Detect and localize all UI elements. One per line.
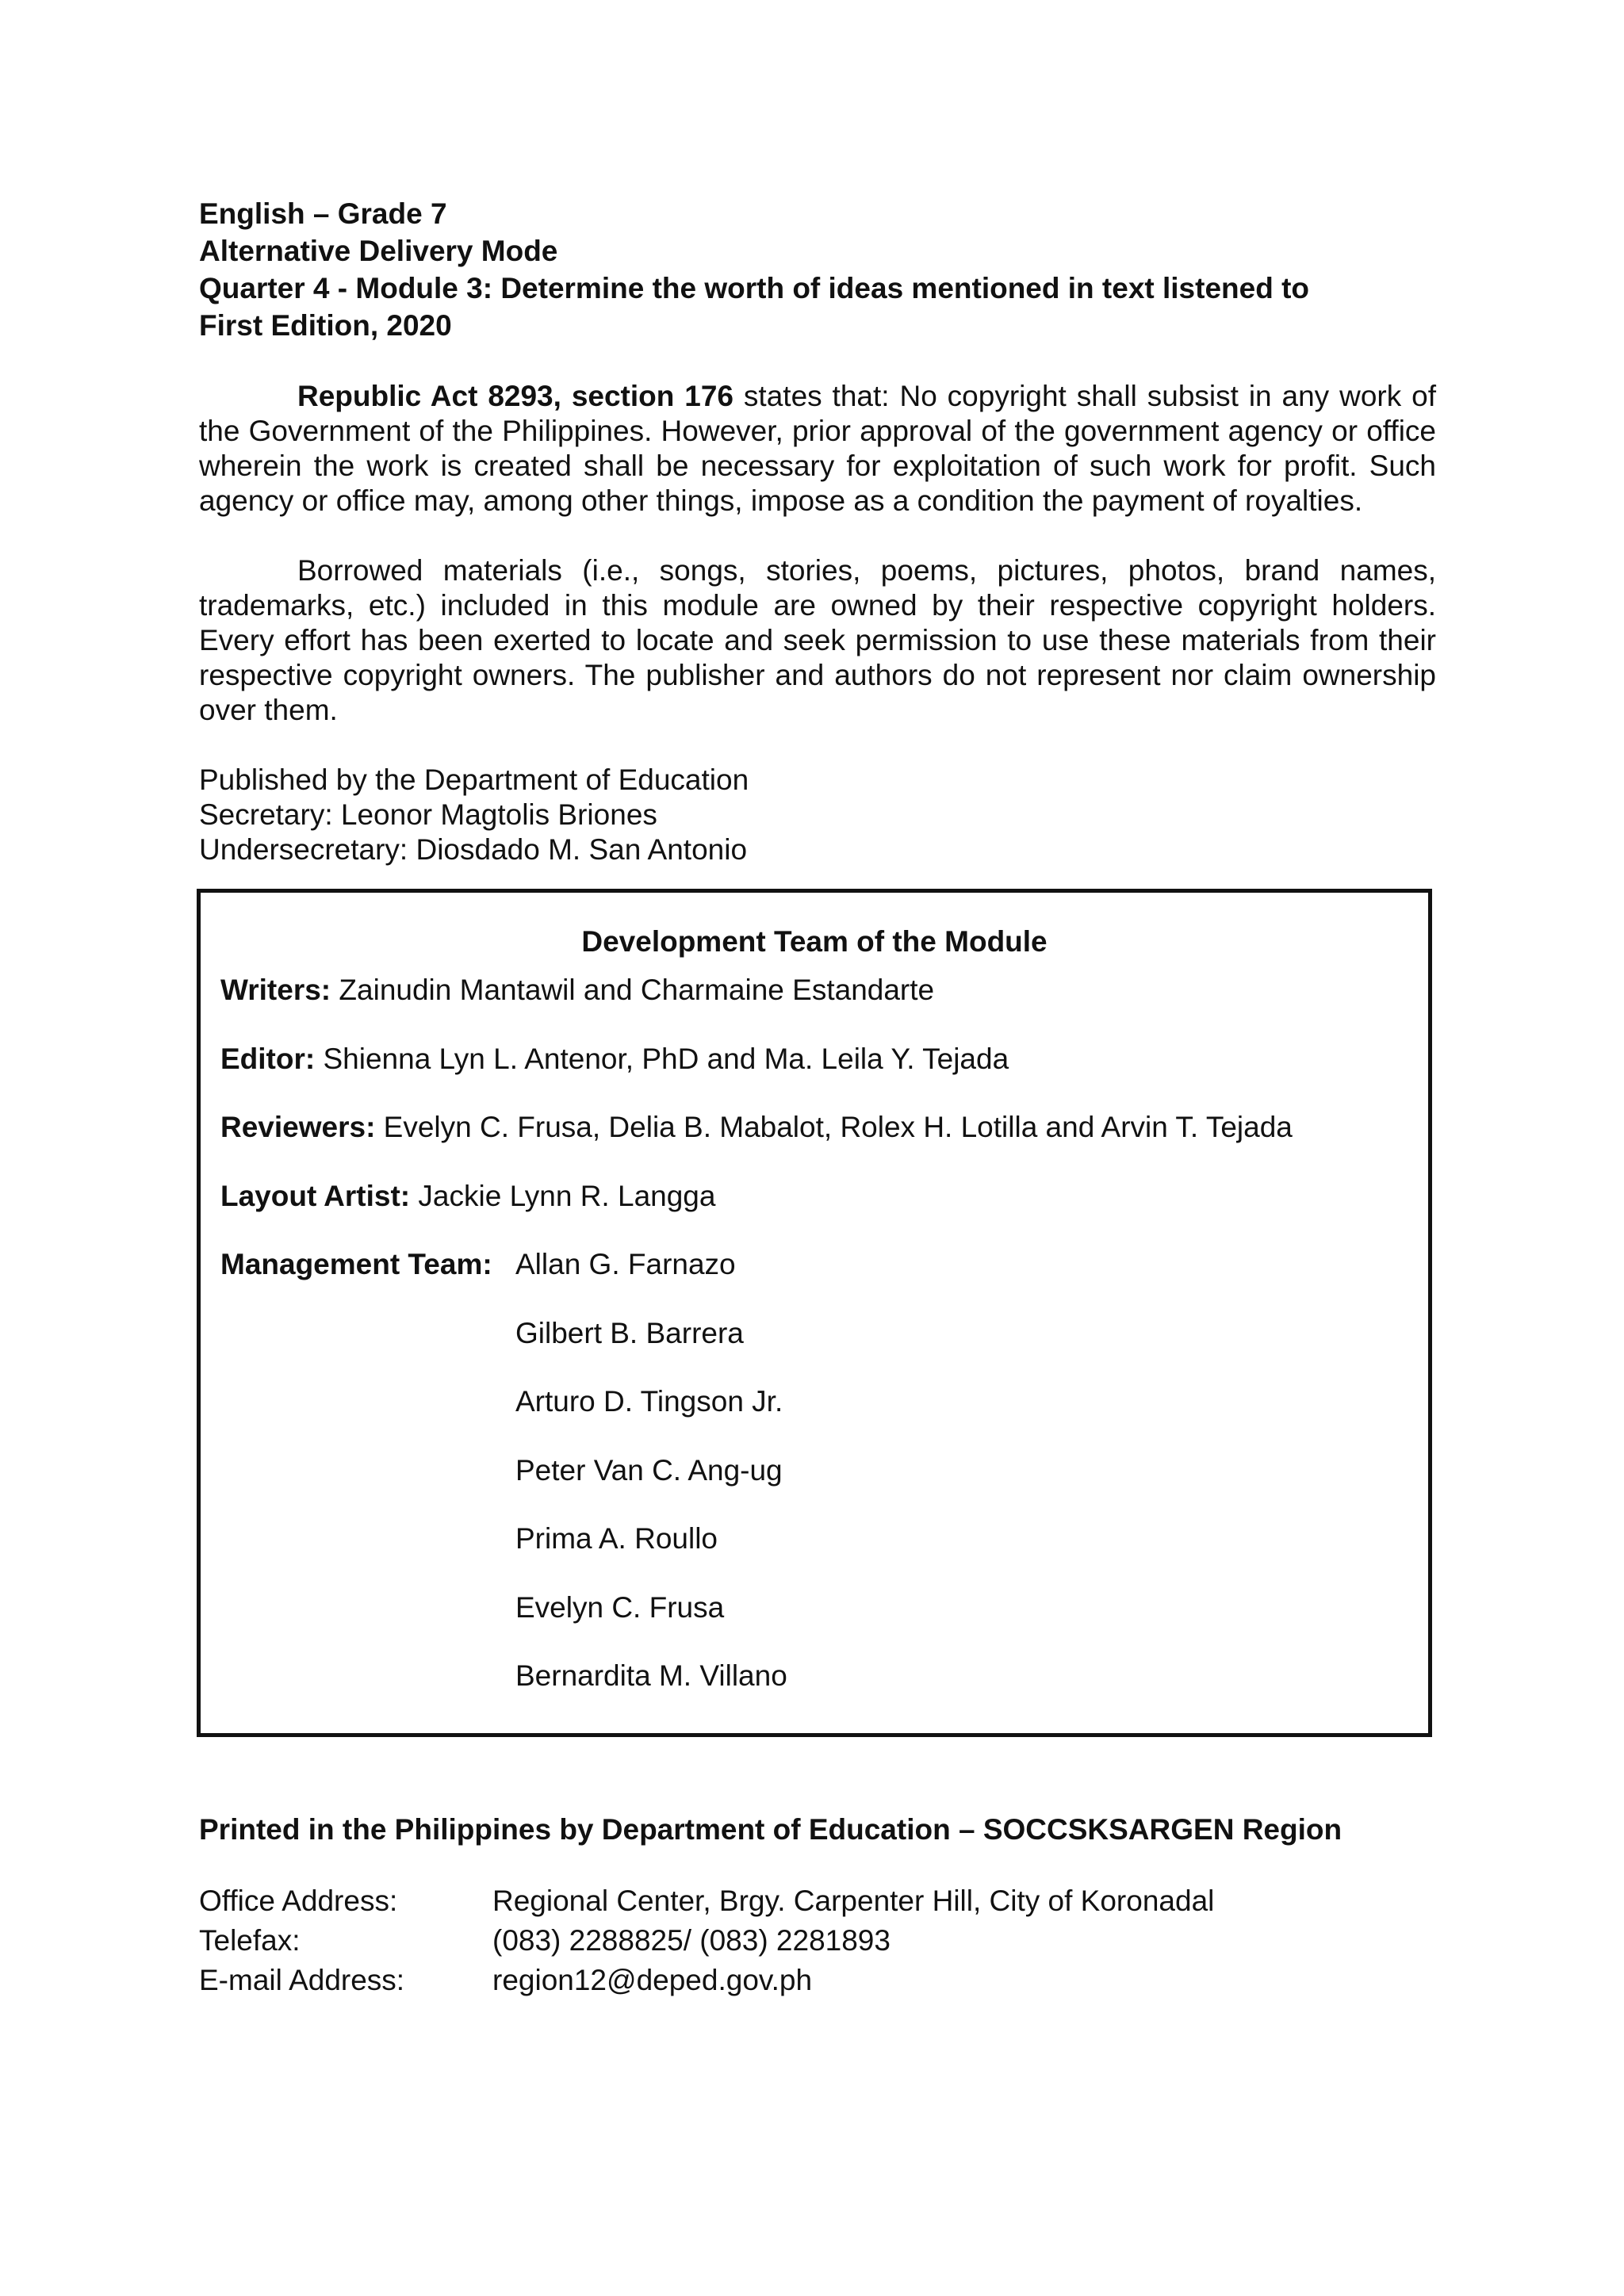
republic-act-reference: Republic Act 8293, section 176 [297, 380, 734, 412]
email-label: E-mail Address: [199, 1964, 405, 1996]
telefax-row [199, 1923, 891, 1958]
delivery-mode: Alternative Delivery Mode [199, 235, 558, 267]
reviewers-names: Evelyn C. Frusa, Delia B. Mabalot, Rolex H. Lotilla and Arvin T. Tejada [375, 1111, 1293, 1143]
module-title: Quarter 4 - Module 3: Determine the worth of ideas mentioned in text listened to [199, 272, 1310, 304]
subject-grade: English – Grade 7 [199, 197, 447, 230]
undersecretary: Undersecretary: Diosdado M. San Antonio [199, 833, 748, 866]
edition: First Edition, 2020 [199, 309, 452, 342]
reviewers-row [220, 1110, 1293, 1145]
management-member: Evelyn C. Frusa [515, 1591, 725, 1624]
management-member: Arturo D. Tingson Jr. [515, 1385, 783, 1418]
editor-label: Editor: [220, 1043, 316, 1075]
management-member: Peter Van C. Ang-ug [515, 1454, 783, 1487]
borrowed-text: Borrowed materials (i.e., songs, stories, poems, pictures, photos, brand names, trademarks, etc.) included in this module are owned by their respective copyright holders. Every effort has been exerted to locate and seek permission to use these materials from their respective copyright owners. The publisher and authors do not represent nor claim ownership over them. [199, 554, 1436, 726]
office-address-value: Regional Center, Brgy. Carpenter Hill, City of Koronadal [492, 1885, 1215, 1917]
telefax-value: (083) 2288825/ (083) 2281893 [492, 1924, 891, 1957]
copyright-text: states that: No copyright shall subsist in any work of the Government of the Philippines. However, prior approval of the government agency or office wherein the work is created shall be necessary for exploitation of such work for profit. Such agency or office may, among other things, impose as a condition the payment of royalties. [199, 380, 1436, 517]
writers-row [220, 973, 934, 1008]
management-member: Prima A. Roullo [515, 1522, 718, 1555]
office-address-row [199, 1884, 1214, 1919]
writers-label: Writers: [220, 974, 331, 1006]
borrowed-materials-paragraph [199, 553, 1436, 728]
telefax-label: Telefax: [199, 1924, 301, 1957]
copyright-page [199, 195, 1436, 867]
reviewers-label: Reviewers: [220, 1111, 376, 1143]
copyright-paragraph [199, 379, 1436, 519]
email-value[interactable]: region12@deped.gov.ph [492, 1964, 813, 1996]
management-member: Allan G. Farnazo [515, 1248, 736, 1280]
development-team-box [197, 889, 1432, 1737]
management-member: Gilbert B. Barrera [515, 1317, 744, 1349]
email-row [199, 1963, 812, 1998]
layout-artist-label: Layout Artist: [220, 1180, 411, 1212]
management-member: Bernardita M. Villano [515, 1659, 787, 1692]
team-title: Development Team of the Module [581, 925, 1048, 958]
layout-artist-row [220, 1179, 715, 1214]
editor-names: Shienna Lyn L. Antenor, PhD and Ma. Leila Y. Tejada [315, 1043, 1009, 1075]
management-team-row [220, 1247, 492, 1282]
secretary: Secretary: Leonor Magtolis Briones [199, 798, 657, 831]
writers-names: Zainudin Mantawil and Charmaine Estandarte [331, 974, 935, 1006]
office-address-label: Office Address: [199, 1885, 398, 1917]
management-team-label: Management Team: [220, 1248, 492, 1280]
layout-artist-name: Jackie Lynn R. Langga [410, 1180, 716, 1212]
editor-row [220, 1042, 1009, 1077]
published-by: Published by the Department of Education [199, 763, 749, 796]
printed-by: Printed in the Philippines by Department of Education – SOCCSKSARGEN Region [199, 1813, 1342, 1846]
